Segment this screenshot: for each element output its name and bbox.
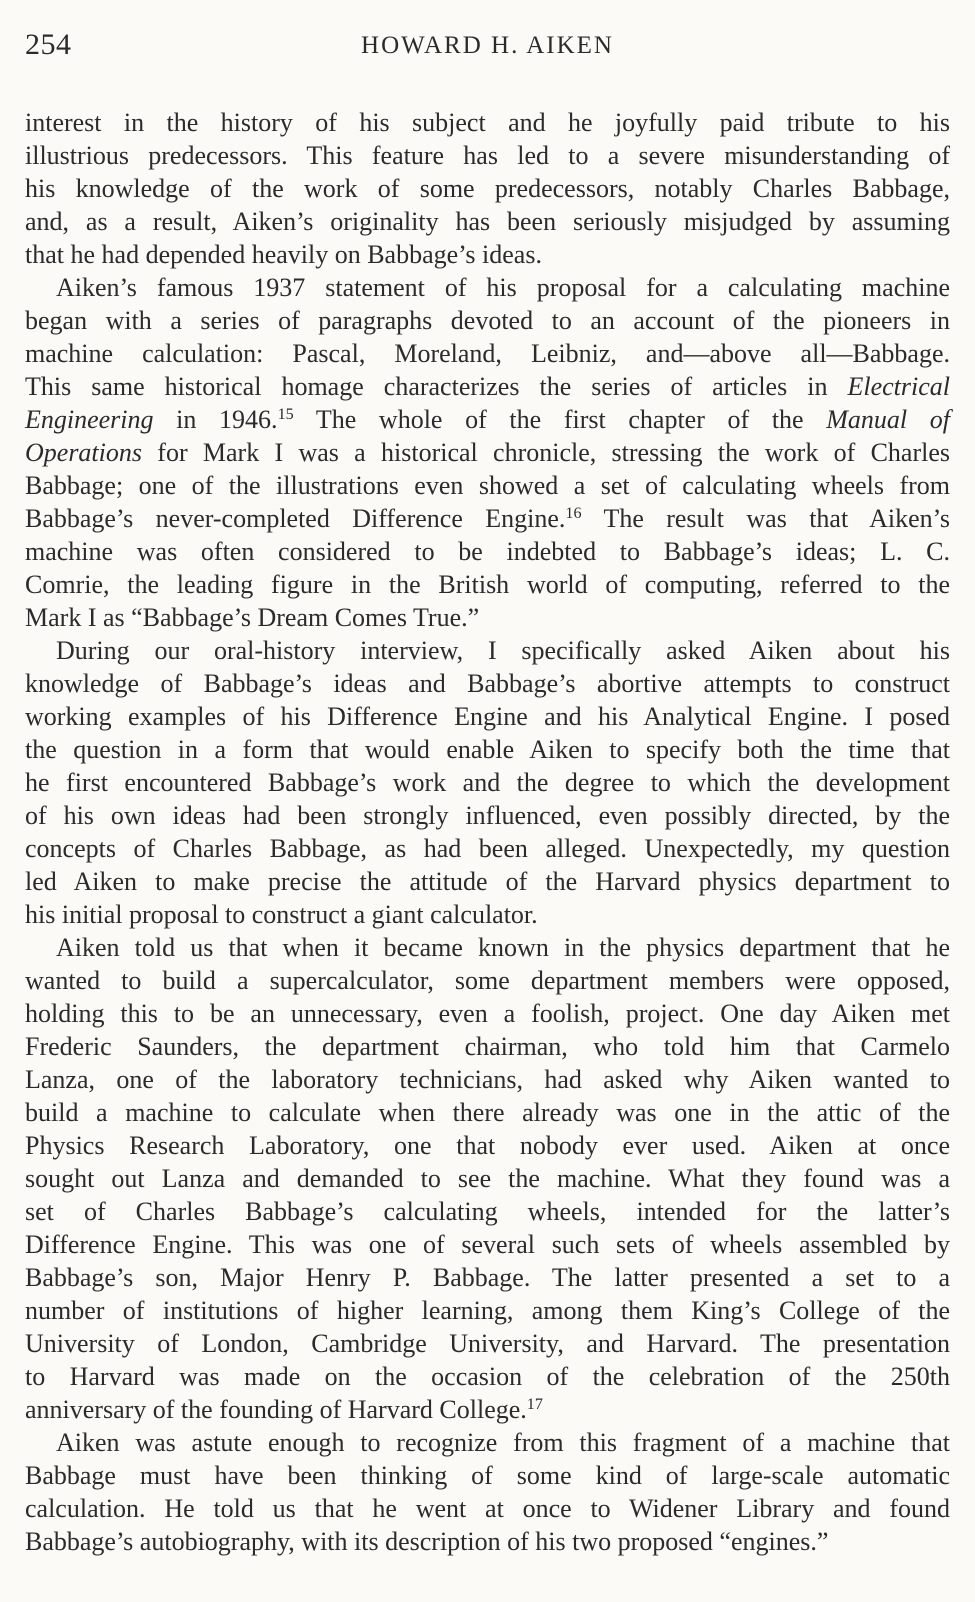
text-line bbox=[25, 1327, 950, 1360]
text-line bbox=[25, 634, 950, 667]
text-line bbox=[25, 1261, 950, 1294]
text-segment: Comrie, the leading figure in the British world of computing, referred to the bbox=[25, 570, 950, 599]
text-segment: that he had depended heavily on Babbage’s ideas. bbox=[25, 240, 542, 269]
text-segment: interest in the history of his subject and he joyfully paid tribute to his bbox=[25, 108, 950, 137]
text-segment: Aiken was astute enough to recognize from this fragment of a machine that bbox=[56, 1428, 950, 1457]
text-line bbox=[25, 1228, 950, 1261]
text-segment: in 1946. bbox=[153, 405, 278, 434]
text-segment: number of institutions of higher learning, among them King’s College of the bbox=[25, 1296, 950, 1325]
text-line bbox=[25, 832, 950, 865]
text-line bbox=[25, 601, 950, 634]
text-line bbox=[25, 898, 950, 931]
page-header bbox=[25, 28, 950, 64]
text-segment: Difference Engine. This was one of several such sets of wheels assembled by bbox=[25, 1230, 950, 1259]
text-line bbox=[25, 238, 950, 271]
text-segment: to Harvard was made on the occasion of the celebration of the 250th bbox=[25, 1362, 950, 1391]
text-segment: his initial proposal to construct a giant calculator. bbox=[25, 900, 538, 929]
text-segment: The whole of the first chapter of the bbox=[293, 405, 827, 434]
footnote-ref: 17 bbox=[526, 1396, 543, 1414]
text-segment: Frederic Saunders, the department chairman, who told him that Carmelo bbox=[25, 1032, 950, 1061]
text-segment: Babbage; one of the illustrations even showed a set of calculating wheels from bbox=[25, 471, 950, 500]
text-line bbox=[25, 667, 950, 700]
text-segment: Babbage’s never-completed Difference Engine. bbox=[25, 504, 566, 533]
text-line bbox=[25, 568, 950, 601]
text-line bbox=[25, 931, 950, 964]
text-segment: Electrical bbox=[847, 372, 950, 401]
text-segment: Operations bbox=[25, 438, 142, 467]
paragraph bbox=[25, 634, 950, 931]
text-line bbox=[25, 370, 950, 403]
paragraph bbox=[25, 106, 950, 271]
text-segment: Manual of bbox=[826, 405, 950, 434]
text-line bbox=[25, 106, 950, 139]
text-segment: Engineering bbox=[25, 405, 154, 434]
text-line bbox=[25, 1426, 950, 1459]
text-line bbox=[25, 1096, 950, 1129]
footnote-ref: 15 bbox=[277, 406, 294, 424]
text-segment: he first encountered Babbage’s work and the degree to which the development bbox=[25, 768, 950, 797]
text-line bbox=[25, 271, 950, 304]
text-line bbox=[25, 997, 950, 1030]
text-segment: led Aiken to make precise the attitude of the Harvard physics department to bbox=[25, 867, 950, 896]
text-segment: Lanza, one of the laboratory technicians, had asked why Aiken wanted to bbox=[25, 1065, 950, 1094]
text-line bbox=[25, 1360, 950, 1393]
text-line bbox=[25, 337, 950, 370]
text-line bbox=[25, 1492, 950, 1525]
footnote-ref: 16 bbox=[565, 505, 582, 523]
text-segment: This same historical homage characterizes the series of articles in bbox=[25, 372, 848, 401]
text-segment: for Mark I was a historical chronicle, stressing the work of Charles bbox=[142, 438, 950, 467]
text-segment: The result was that Aiken’s bbox=[581, 504, 951, 533]
text-line bbox=[25, 1294, 950, 1327]
text-segment: Physics Research Laboratory, one that nobody ever used. Aiken at once bbox=[25, 1131, 950, 1160]
text-segment: of his own ideas had been strongly influenced, even possibly directed, by the bbox=[25, 801, 950, 830]
text-segment: working examples of his Difference Engine and his Analytical Engine. I posed bbox=[25, 702, 950, 731]
text-segment: During our oral-history interview, I specifically asked Aiken about his bbox=[56, 636, 950, 665]
text-segment: machine was often considered to be indebted to Babbage’s ideas; L. C. bbox=[25, 537, 950, 566]
text-segment: holding this to be an unnecessary, even a foolish, project. One day Aiken met bbox=[25, 999, 950, 1028]
text-line bbox=[25, 436, 950, 469]
text-segment: illustrious predecessors. This feature has led to a severe misunderstanding of bbox=[25, 141, 950, 170]
text-segment: anniversary of the founding of Harvard College. bbox=[25, 1395, 527, 1424]
text-segment: build a machine to calculate when there already was one in the attic of the bbox=[25, 1098, 950, 1127]
body-text bbox=[25, 106, 950, 1558]
text-line bbox=[25, 1063, 950, 1096]
text-segment: calculation. He told us that he went at once to Widener Library and found bbox=[25, 1494, 950, 1523]
text-segment: sought out Lanza and demanded to see the machine. What they found was a bbox=[25, 1164, 950, 1193]
text-segment: machine calculation: Pascal, Moreland, Leibniz, and—above all—Babbage. bbox=[25, 339, 950, 368]
paragraph bbox=[25, 931, 950, 1426]
text-segment: Babbage’s autobiography, with its description of his two proposed “engines.” bbox=[25, 1527, 829, 1556]
text-segment: Mark I as “Babbage’s Dream Comes True.” bbox=[25, 603, 480, 632]
text-line bbox=[25, 964, 950, 997]
text-line bbox=[25, 1129, 950, 1162]
text-line bbox=[25, 502, 950, 535]
text-segment: Aiken’s famous 1937 statement of his proposal for a calculating machine bbox=[56, 273, 950, 302]
text-line bbox=[25, 733, 950, 766]
text-line bbox=[25, 304, 950, 337]
text-line bbox=[25, 535, 950, 568]
text-line bbox=[25, 865, 950, 898]
text-segment: knowledge of Babbage’s ideas and Babbage’s abortive attempts to construct bbox=[25, 669, 950, 698]
text-line bbox=[25, 700, 950, 733]
text-line bbox=[25, 1195, 950, 1228]
text-segment: Babbage must have been thinking of some kind of large-scale automatic bbox=[25, 1461, 950, 1490]
text-line bbox=[25, 403, 950, 436]
text-segment: set of Charles Babbage’s calculating wheels, intended for the latter’s bbox=[25, 1197, 950, 1226]
text-line bbox=[25, 1393, 950, 1426]
text-segment: the question in a form that would enable Aiken to specify both the time that bbox=[25, 735, 950, 764]
text-line bbox=[25, 469, 950, 502]
text-segment: and, as a result, Aiken’s originality has been seriously misjudged by assuming bbox=[25, 207, 950, 236]
text-segment: concepts of Charles Babbage, as had been alleged. Unexpectedly, my question bbox=[25, 834, 950, 863]
running-head: HOWARD H. AIKEN bbox=[361, 32, 614, 59]
text-line bbox=[25, 799, 950, 832]
text-line bbox=[25, 205, 950, 238]
text-segment: University of London, Cambridge University, and Harvard. The presentation bbox=[25, 1329, 950, 1358]
text-line bbox=[25, 1459, 950, 1492]
text-line bbox=[25, 1525, 950, 1558]
text-segment: wanted to build a supercalculator, some department members were opposed, bbox=[25, 966, 950, 995]
text-segment: began with a series of paragraphs devoted to an account of the pioneers in bbox=[25, 306, 950, 335]
text-line bbox=[25, 139, 950, 172]
text-segment: his knowledge of the work of some predecessors, notably Charles Babbage, bbox=[25, 174, 950, 203]
text-segment: Babbage’s son, Major Henry P. Babbage. The latter presented a set to a bbox=[25, 1263, 950, 1292]
text-line bbox=[25, 1030, 950, 1063]
paragraph bbox=[25, 271, 950, 634]
text-line bbox=[25, 1162, 950, 1195]
text-segment: Aiken told us that when it became known in the physics department that he bbox=[56, 933, 950, 962]
page-number: 254 bbox=[25, 28, 72, 61]
paragraph bbox=[25, 1426, 950, 1558]
text-line bbox=[25, 172, 950, 205]
text-line bbox=[25, 766, 950, 799]
